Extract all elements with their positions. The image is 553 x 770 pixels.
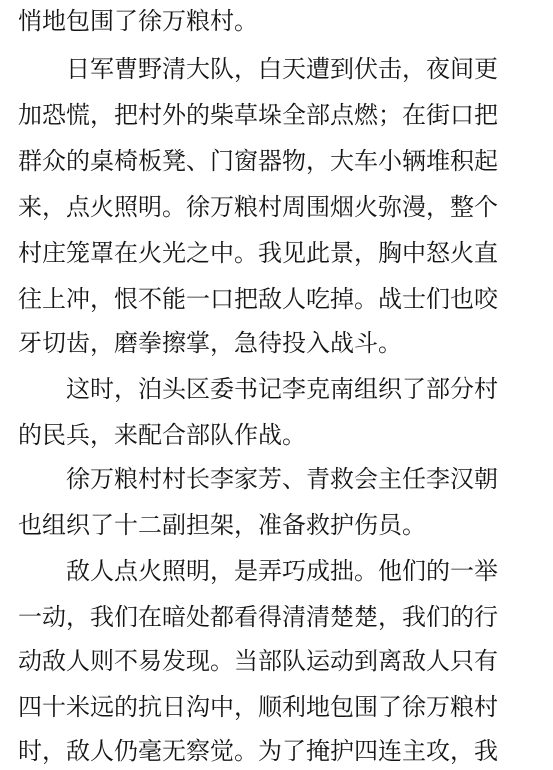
text-line: 一动，我们在暗处都看得清清楚楚，我们的行	[18, 603, 498, 631]
text-line: 村庄笼罩在火光之中。我见此景，胸中怒火直	[18, 239, 498, 267]
text-line: 悄地包围了徐万粮村。	[18, 7, 258, 35]
text-line: 往上冲，恨不能一口把敌人吃掉。战士们也咬	[18, 285, 498, 313]
paragraph-start-line: 徐万粮村村长李家芳、青救会主任李汉朝	[66, 465, 498, 493]
text-line: 牙切齿，磨拳擦掌，急待投入战斗。	[18, 329, 402, 357]
text-line: 也组织了十二副担架，准备救护伤员。	[18, 511, 426, 539]
paragraph-start-line: 敌人点火照明，是弄巧成拙。他们的一举	[66, 557, 498, 585]
text-line: 动敌人则不易发现。当部队运动到离敌人只有	[18, 647, 498, 675]
text-line: 四十米远的抗日沟中，顺利地包围了徐万粮村	[18, 693, 498, 721]
text-line: 群众的桌椅板凳、门窗器物，大车小辆堆积起	[18, 147, 498, 175]
paragraph-start-line: 日军曹野清大队，白天遭到伏击，夜间更	[66, 55, 498, 83]
text-line: 来，点火照明。徐万粮村周围烟火弥漫，整个	[18, 193, 498, 221]
text-line: 时，敌人仍毫无察觉。为了掩护四连主攻，我	[18, 737, 498, 765]
text-line: 的民兵，来配合部队作战。	[18, 421, 306, 449]
text-line: 加恐慌，把村外的柴草垛全部点燃；在街口把	[18, 101, 498, 129]
paragraph-start-line: 这时，泊头区委书记李克南组织了部分村	[66, 375, 498, 403]
